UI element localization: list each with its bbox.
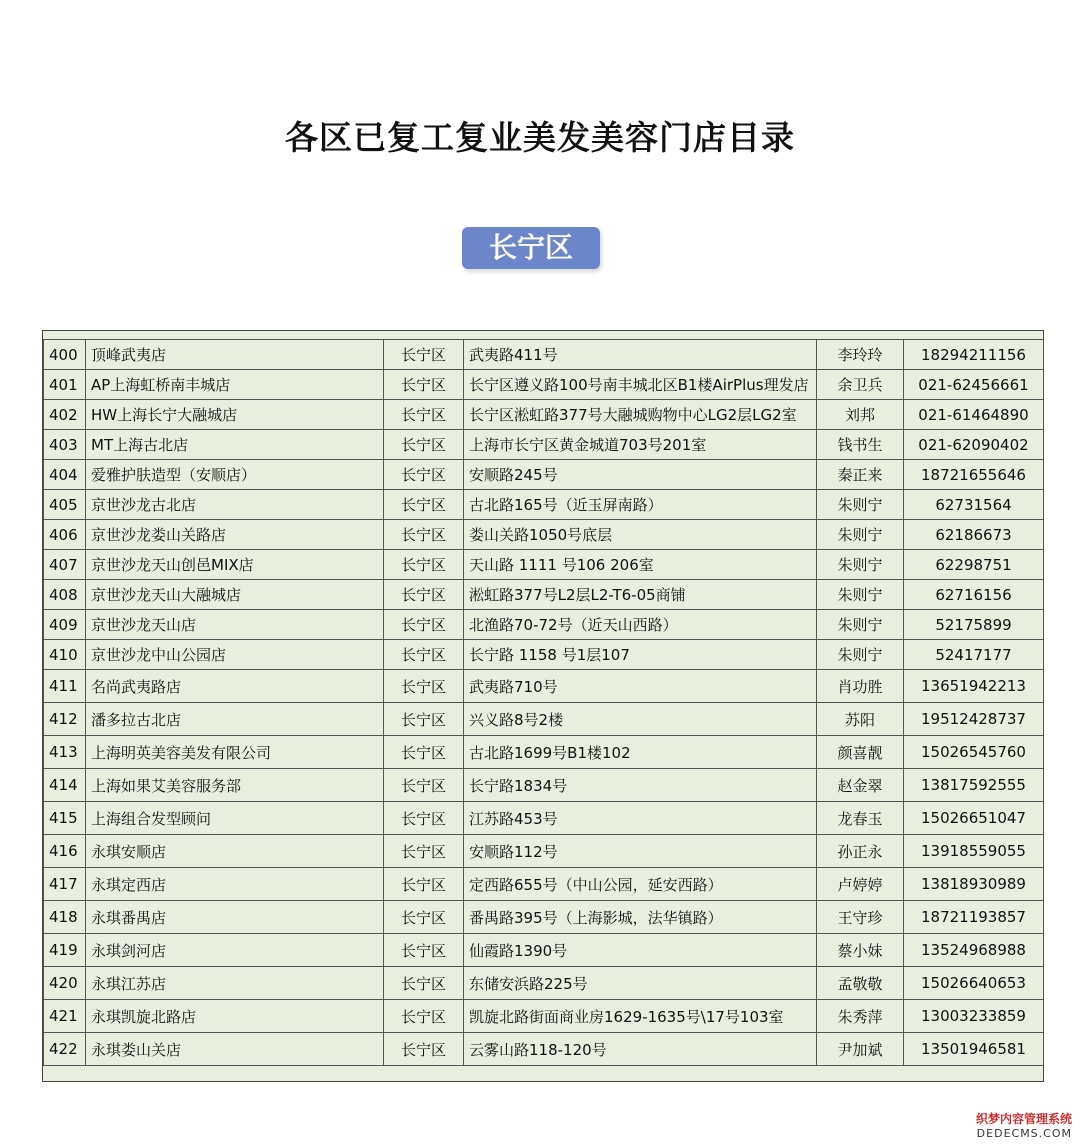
page-title: 各区已复工复业美发美容门店目录 xyxy=(285,118,795,157)
store-district: 长宁区 xyxy=(384,736,464,769)
store-name: 永琪凯旋北路店 xyxy=(86,1000,384,1033)
store-contact: 秦正来 xyxy=(817,460,904,490)
store-number: 404 xyxy=(44,460,86,490)
store-district: 长宁区 xyxy=(384,835,464,868)
store-name: 潘多拉古北店 xyxy=(86,703,384,736)
table-row xyxy=(44,640,1044,670)
table-row xyxy=(44,901,1044,934)
store-district: 长宁区 xyxy=(384,460,464,490)
store-contact: 卢婷婷 xyxy=(817,868,904,901)
store-number: 400 xyxy=(44,340,86,370)
store-phone: 18721193857 xyxy=(904,901,1044,934)
store-district: 长宁区 xyxy=(384,370,464,400)
store-phone: 13501946581 xyxy=(904,1033,1044,1066)
store-number: 415 xyxy=(44,802,86,835)
store-name: 永琪江苏店 xyxy=(86,967,384,1000)
table-row xyxy=(44,400,1044,430)
store-number: 405 xyxy=(44,490,86,520)
table-row xyxy=(44,490,1044,520)
store-contact: 颜喜靓 xyxy=(817,736,904,769)
store-address: 安顺路112号 xyxy=(464,835,817,868)
table-row xyxy=(44,835,1044,868)
table-row xyxy=(44,868,1044,901)
table-row xyxy=(44,1033,1044,1066)
store-phone: 15026545760 xyxy=(904,736,1044,769)
store-number: 420 xyxy=(44,967,86,1000)
store-phone: 19512428737 xyxy=(904,703,1044,736)
store-name: 爱雅护肤造型（安顺店） xyxy=(86,460,384,490)
store-number: 407 xyxy=(44,550,86,580)
store-address: 长宁区淞虹路377号大融城购物中心LG2层LG2室 xyxy=(464,400,817,430)
store-address: 武夷路710号 xyxy=(464,670,817,703)
table-row xyxy=(44,370,1044,400)
store-contact: 李玲玲 xyxy=(817,340,904,370)
table-row xyxy=(44,1000,1044,1033)
table-row xyxy=(44,736,1044,769)
store-district: 长宁区 xyxy=(384,640,464,670)
store-district: 长宁区 xyxy=(384,550,464,580)
store-contact: 肖功胜 xyxy=(817,670,904,703)
store-name: 永琪娄山关店 xyxy=(86,1033,384,1066)
store-address: 番禺路395号（上海影城，法华镇路） xyxy=(464,901,817,934)
watermark-domain: DEDECMS.COM xyxy=(976,1127,1072,1140)
store-name: 上海明英美容美发有限公司 xyxy=(86,736,384,769)
store-address: 古北路165号（近玉屏南路） xyxy=(464,490,817,520)
store-contact: 朱则宁 xyxy=(817,610,904,640)
store-contact: 蔡小妹 xyxy=(817,934,904,967)
store-address: 东储安浜路225号 xyxy=(464,967,817,1000)
store-number: 410 xyxy=(44,640,86,670)
store-name: 京世沙龙中山公园店 xyxy=(86,640,384,670)
store-phone: 13918559055 xyxy=(904,835,1044,868)
store-address: 江苏路453号 xyxy=(464,802,817,835)
store-address: 武夷路411号 xyxy=(464,340,817,370)
table-row xyxy=(44,769,1044,802)
store-contact: 朱则宁 xyxy=(817,640,904,670)
store-name: HW上海长宁大融城店 xyxy=(86,400,384,430)
store-district: 长宁区 xyxy=(384,490,464,520)
store-address: 长宁路 1158 号1层107 xyxy=(464,640,817,670)
table-row xyxy=(44,967,1044,1000)
table-row xyxy=(44,802,1044,835)
store-name: 永琪安顺店 xyxy=(86,835,384,868)
store-phone: 62716156 xyxy=(904,580,1044,610)
store-number: 403 xyxy=(44,430,86,460)
store-phone: 13003233859 xyxy=(904,1000,1044,1033)
table-row xyxy=(44,460,1044,490)
store-name: 京世沙龙天山店 xyxy=(86,610,384,640)
store-district: 长宁区 xyxy=(384,340,464,370)
store-contact: 朱则宁 xyxy=(817,520,904,550)
store-number: 417 xyxy=(44,868,86,901)
store-contact: 孟敬敬 xyxy=(817,967,904,1000)
store-phone: 62731564 xyxy=(904,490,1044,520)
store-phone: 18721655646 xyxy=(904,460,1044,490)
store-district: 长宁区 xyxy=(384,430,464,460)
store-contact: 余卫兵 xyxy=(817,370,904,400)
store-name: MT上海古北店 xyxy=(86,430,384,460)
store-name: 京世沙龙天山大融城店 xyxy=(86,580,384,610)
store-address: 长宁区遵义路100号南丰城北区B1楼AirPlus理发店 xyxy=(464,370,817,400)
store-address: 娄山关路1050号底层 xyxy=(464,520,817,550)
store-number: 409 xyxy=(44,610,86,640)
store-name: 永琪定西店 xyxy=(86,868,384,901)
directory-grid xyxy=(43,339,1044,1066)
store-district: 长宁区 xyxy=(384,868,464,901)
store-address: 兴义路8号2楼 xyxy=(464,703,817,736)
store-name: 上海如果艾美容服务部 xyxy=(86,769,384,802)
store-number: 421 xyxy=(44,1000,86,1033)
store-address: 安顺路245号 xyxy=(464,460,817,490)
store-name: AP上海虹桥南丰城店 xyxy=(86,370,384,400)
table-row xyxy=(44,670,1044,703)
table-row xyxy=(44,610,1044,640)
store-number: 411 xyxy=(44,670,86,703)
table-row xyxy=(44,550,1044,580)
store-address: 云雾山路118-120号 xyxy=(464,1033,817,1066)
store-directory-table xyxy=(42,330,1044,1082)
store-number: 418 xyxy=(44,901,86,934)
store-name: 永琪番禺店 xyxy=(86,901,384,934)
store-name: 名尚武夷路店 xyxy=(86,670,384,703)
store-district: 长宁区 xyxy=(384,670,464,703)
store-address: 淞虹路377号L2层L2-T6-05商铺 xyxy=(464,580,817,610)
store-phone: 13651942213 xyxy=(904,670,1044,703)
store-contact: 王守珍 xyxy=(817,901,904,934)
store-number: 401 xyxy=(44,370,86,400)
store-phone: 13818930989 xyxy=(904,868,1044,901)
store-phone: 15026640653 xyxy=(904,967,1044,1000)
store-district: 长宁区 xyxy=(384,610,464,640)
store-district: 长宁区 xyxy=(384,1000,464,1033)
store-district: 长宁区 xyxy=(384,967,464,1000)
store-district: 长宁区 xyxy=(384,901,464,934)
store-address: 北渔路70-72号（近天山西路） xyxy=(464,610,817,640)
store-name: 上海组合发型顾问 xyxy=(86,802,384,835)
table-row xyxy=(44,520,1044,550)
store-phone: 13524968988 xyxy=(904,934,1044,967)
store-district: 长宁区 xyxy=(384,520,464,550)
store-number: 416 xyxy=(44,835,86,868)
watermark-text: 织梦内容管理系统 xyxy=(975,1112,1072,1126)
store-name: 京世沙龙古北店 xyxy=(86,490,384,520)
store-name: 永琪剑河店 xyxy=(86,934,384,967)
store-phone: 021-62456661 xyxy=(904,370,1044,400)
store-name: 京世沙龙天山创邑MIX店 xyxy=(86,550,384,580)
store-name: 京世沙龙娄山关路店 xyxy=(86,520,384,550)
store-phone: 62186673 xyxy=(904,520,1044,550)
store-phone: 13817592555 xyxy=(904,769,1044,802)
store-contact: 龙春玉 xyxy=(817,802,904,835)
store-phone: 021-62090402 xyxy=(904,430,1044,460)
store-phone: 62298751 xyxy=(904,550,1044,580)
store-contact: 朱秀萍 xyxy=(817,1000,904,1033)
store-number: 419 xyxy=(44,934,86,967)
store-number: 408 xyxy=(44,580,86,610)
store-number: 413 xyxy=(44,736,86,769)
store-name: 顶峰武夷店 xyxy=(86,340,384,370)
store-phone: 52175899 xyxy=(904,610,1044,640)
store-district: 长宁区 xyxy=(384,1033,464,1066)
store-address: 仙霞路1390号 xyxy=(464,934,817,967)
store-contact: 孙正永 xyxy=(817,835,904,868)
store-address: 古北路1699号B1楼102 xyxy=(464,736,817,769)
store-address: 天山路 1111 号106 206室 xyxy=(464,550,817,580)
table-row xyxy=(44,340,1044,370)
store-contact: 赵金翠 xyxy=(817,769,904,802)
store-number: 422 xyxy=(44,1033,86,1066)
store-phone: 15026651047 xyxy=(904,802,1044,835)
store-number: 402 xyxy=(44,400,86,430)
district-badge: 长宁区 xyxy=(462,227,600,269)
store-address: 定西路655号（中山公园，延安西路） xyxy=(464,868,817,901)
table-row xyxy=(44,934,1044,967)
store-address: 长宁路1834号 xyxy=(464,769,817,802)
store-contact: 朱则宁 xyxy=(817,550,904,580)
store-district: 长宁区 xyxy=(384,400,464,430)
store-contact: 刘邦 xyxy=(817,400,904,430)
table-row xyxy=(44,703,1044,736)
store-contact: 尹加斌 xyxy=(817,1033,904,1066)
store-district: 长宁区 xyxy=(384,802,464,835)
store-contact: 朱则宁 xyxy=(817,490,904,520)
store-phone: 021-61464890 xyxy=(904,400,1044,430)
store-district: 长宁区 xyxy=(384,934,464,967)
store-contact: 钱书生 xyxy=(817,430,904,460)
store-number: 414 xyxy=(44,769,86,802)
store-district: 长宁区 xyxy=(384,580,464,610)
store-district: 长宁区 xyxy=(384,769,464,802)
store-phone: 18294211156 xyxy=(904,340,1044,370)
store-number: 412 xyxy=(44,703,86,736)
table-row xyxy=(44,580,1044,610)
store-contact: 苏阳 xyxy=(817,703,904,736)
store-contact: 朱则宁 xyxy=(817,580,904,610)
store-number: 406 xyxy=(44,520,86,550)
store-address: 凯旋北路街面商业房1629-1635号\17号103室 xyxy=(464,1000,817,1033)
watermark xyxy=(976,1110,1072,1140)
store-phone: 52417177 xyxy=(904,640,1044,670)
store-address: 上海市长宁区黄金城道703号201室 xyxy=(464,430,817,460)
store-district: 长宁区 xyxy=(384,703,464,736)
table-row xyxy=(44,430,1044,460)
